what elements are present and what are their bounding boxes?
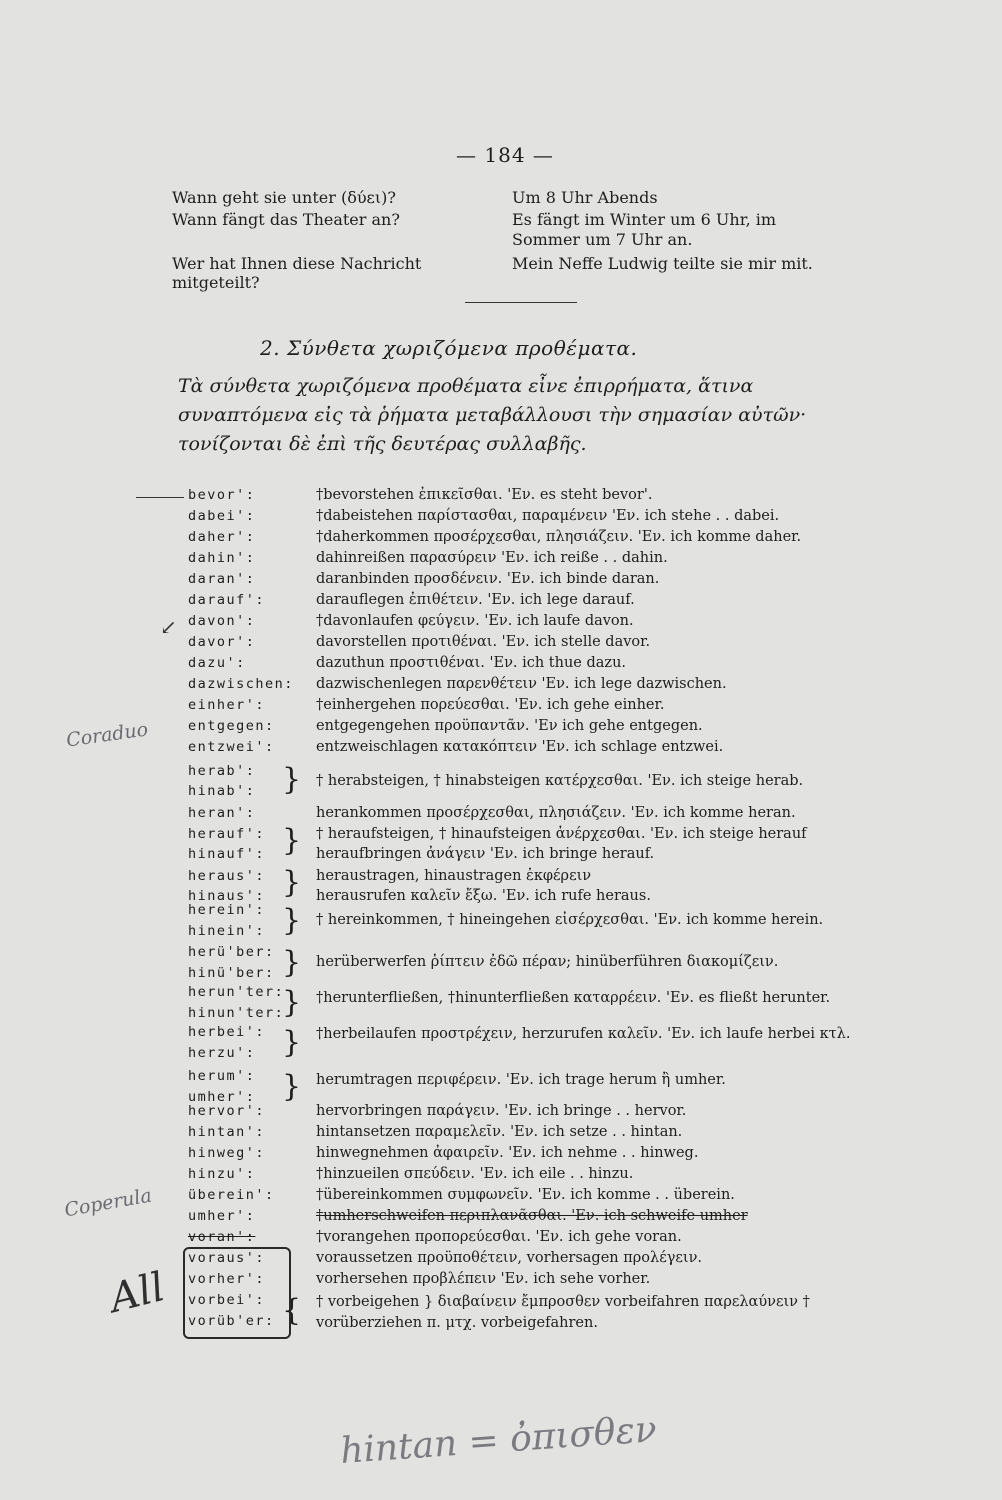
entry-word: herun'ter: — [188, 984, 285, 1000]
handwritten-signature: All — [105, 1264, 170, 1322]
entry-word: hinzu': — [188, 1166, 256, 1182]
handwritten-bottom-note: hintan = ὀπισθεν — [338, 1408, 658, 1473]
entry-word: herzu': — [188, 1045, 256, 1061]
entry-definition: †daherkommen προσέρχεσθαι, πλησιάζειν. 'Εν. ich komme daher. — [316, 529, 802, 545]
entry-word: hintan': — [188, 1124, 266, 1140]
entry-word: dahin': — [188, 550, 256, 566]
entry-definition: †einhergehen πορεύεσθαι. 'Εν. ich gehe einher. — [316, 697, 665, 713]
entry-word: dabei': — [188, 508, 256, 524]
entry-word: vorher': — [188, 1271, 266, 1287]
entry-word: bevor': — [188, 487, 256, 503]
entry-word: umher': — [188, 1208, 256, 1224]
answer: Es fängt im Winter um 6 Uhr, im Sommer um 7 Uhr an. — [512, 210, 777, 249]
entry-word: umher': — [188, 1089, 256, 1105]
entry-definition: †vorangehen προπορεύεσθαι. 'Εν. ich gehe voran. — [316, 1229, 682, 1245]
entry-word: herab': — [188, 763, 256, 779]
entry-word: dazu': — [188, 655, 246, 671]
brace-mark: } — [282, 945, 302, 980]
entry-definition: herüberwerfen ῥίπτειν ἐδῶ πέραν; hinüberführen διακομίζειν. — [316, 954, 779, 970]
entry-word: herbei': — [188, 1024, 266, 1040]
entry-word: vorüb'er: — [188, 1313, 275, 1329]
entry-word: hinü'ber: — [188, 965, 275, 981]
entry-word: einher': — [188, 697, 266, 713]
entry-definition: daranbinden προσδένειν. 'Εν. ich binde daran. — [316, 571, 660, 587]
entry-definition: heraustragen, hinaustragen ἐκφέρειν — [316, 868, 592, 884]
question: Wann fängt das Theater an? — [172, 210, 400, 229]
entry-word: herum': — [188, 1068, 256, 1084]
answer: Mein Neffe Ludwig teilte sie mir mit. — [512, 254, 813, 273]
brace-mark: { — [282, 1293, 302, 1328]
margin-arrow-icon: ↙ — [160, 615, 177, 639]
entry-word: überein': — [188, 1187, 275, 1203]
question: Wann geht sie unter (δύει)? — [172, 188, 396, 207]
entry-word: hinein': — [188, 923, 266, 939]
entry-word: dazwischen: — [188, 676, 294, 692]
entry-word: hervor': — [188, 1103, 266, 1119]
entry-word: daran': — [188, 571, 256, 587]
entry-definition: †übereinkommen συμφωνεῖν. 'Εν. ich komme . . überein. — [316, 1187, 735, 1203]
entry-definition: vorhersehen προβλέπειν 'Εν. ich sehe vorher. — [316, 1271, 651, 1287]
handwritten-margin-note: Coraduo — [64, 718, 150, 752]
entry-word: heraus': — [188, 868, 266, 884]
divider — [465, 302, 577, 303]
entry-word: voraus': — [188, 1250, 266, 1266]
entry-word: herauf': — [188, 826, 266, 842]
entry-definition: †davonlaufen φεύγειν. 'Εν. ich laufe davon. — [316, 613, 634, 629]
entry-word: hinab': — [188, 783, 256, 799]
entry-word: hinaus': — [188, 888, 266, 904]
entry-definition: †hinzueilen σπεύδειν. 'Εν. ich eile . . hinzu. — [316, 1166, 634, 1182]
entry-word: voran': — [188, 1229, 256, 1245]
entry-definition: † vorbeigehen } διαβαίνειν ἔμπροσθεν vorbeifahren παρελαύνειν † vorüberziehen π. μτχ. vorbeigefahren. — [316, 1294, 810, 1331]
entry-word: vorbei': — [188, 1292, 266, 1308]
entry-definition: herumtragen περιφέρειν. 'Εν. ich trage herum ἢ umher. — [316, 1072, 726, 1088]
entry-definition: davorstellen προτιθέναι. 'Εν. ich stelle davor. — [316, 634, 651, 650]
entry-word: herü'ber: — [188, 944, 275, 960]
brace-mark: } — [282, 865, 302, 900]
entry-word: davon': — [188, 613, 256, 629]
intro-paragraph: Τὰ σύνθετα χωριζόμενα προθέματα εἶνε ἐπιρρήματα, ἅτινα συναπτόμενα εἰς τὰ ῥήματα μεταβάλλουσι τὴν σημασίαν αὐτῶν· τονίζονται δὲ ἐπὶ τῆς δευτέρας συλλαβῆς. — [178, 375, 807, 455]
entry-word: herein': — [188, 902, 266, 918]
entry-word: heran': — [188, 805, 256, 821]
entry-definition: voraussetzen προϋποθέτειν, vorhersagen προλέγειν. — [316, 1250, 703, 1266]
entry-definition: dahinreißen παρασύρειν 'Εν. ich reiße . . dahin. — [316, 550, 668, 566]
entry-definition: hervorbringen παράγειν. 'Εν. ich bringe . . hervor. — [316, 1103, 687, 1119]
brace-mark: } — [282, 903, 302, 938]
entry-definition: hintansetzen παραμελεῖν. 'Εν. ich setze . . hintan. — [316, 1124, 683, 1140]
entry-word: darauf': — [188, 592, 266, 608]
brace-mark: } — [282, 1069, 302, 1104]
entry-definition: †herbeilaufen προστρέχειν, herzurufen καλεῖν. 'Εν. ich laufe herbei κτλ. — [316, 1026, 851, 1042]
entry-word: entzwei': — [188, 739, 275, 755]
entry-definition: herausrufen καλεῖν ἔξω. 'Εν. ich rufe heraus. — [316, 888, 651, 904]
brace-mark: } — [282, 1025, 302, 1060]
entry-definition: †dabeistehen παρίστασθαι, παραμένειν 'Εν. ich stehe . . dabei. — [316, 508, 780, 524]
entry-word: hinauf': — [188, 846, 266, 862]
brace-mark: } — [282, 762, 302, 797]
section-title: 2. Σύνθετα χωριζόμενα προθέματα. — [260, 336, 638, 360]
entry-definition: †umherschweifen περιπλανᾶσθαι. 'Εν. ich schweife umher — [316, 1208, 748, 1224]
question: Wer hat Ihnen diese Nachricht mitgeteilt? — [172, 254, 422, 292]
entry-definition: † hereinkommen, † hineingehen εἰσέρχεσθαι. 'Εν. ich komme herein. — [316, 912, 824, 928]
entry-definition: herankommen προσέρχεσθαι, πλησιάζειν. 'Εν. ich komme heran. — [316, 805, 796, 821]
entry-definition: † heraufsteigen, † hinaufsteigen ἀνέρχεσθαι. 'Εν. ich steige herauf — [316, 826, 807, 842]
entry-word: hinweg': — [188, 1145, 266, 1161]
entry-definition: entzweischlagen κατακόπτειν 'Εν. ich schlage entzwei. — [316, 739, 724, 755]
entry-definition: dazuthun προστιθέναι. 'Εν. ich thue dazu. — [316, 655, 627, 671]
margin-dash-mark — [136, 497, 184, 498]
entry-word: daher': — [188, 529, 256, 545]
entry-definition: entgegengehen προϋπαντᾶν. 'Εν ich gehe entgegen. — [316, 718, 703, 734]
entry-definition: darauflegen ἐπιθέτειν. 'Εν. ich lege darauf. — [316, 592, 635, 608]
handwritten-box — [183, 1247, 291, 1339]
page-number: — 184 — — [456, 143, 554, 167]
entry-definition: †bevorstehen ἐπικεῖσθαι. 'Εν. es steht bevor'. — [316, 487, 653, 503]
entry-definition: dazwischenlegen παρενθέτειν 'Εν. ich lege dazwischen. — [316, 676, 727, 692]
entry-word: hinun'ter: — [188, 1005, 285, 1021]
answer: Um 8 Uhr Abends — [512, 188, 658, 207]
entry-definition: heraufbringen ἀνάγειν 'Εν. ich bringe herauf. — [316, 846, 655, 862]
entry-definition: † herabsteigen, † hinabsteigen κατέρχεσθαι. 'Εν. ich steige herab. — [316, 773, 804, 789]
brace-mark: } — [282, 985, 302, 1020]
brace-mark: } — [282, 823, 302, 858]
entry-word: entgegen: — [188, 718, 275, 734]
entry-word: davor': — [188, 634, 256, 650]
entry-definition: †herunterfließen, †hinunterfließen καταρρέειν. 'Εν. es fließt herunter. — [316, 990, 831, 1006]
handwritten-margin-note: Coperula — [62, 1184, 154, 1222]
entry-definition: hinwegnehmen ἀφαιρεῖν. 'Εν. ich nehme . . hinweg. — [316, 1145, 699, 1161]
